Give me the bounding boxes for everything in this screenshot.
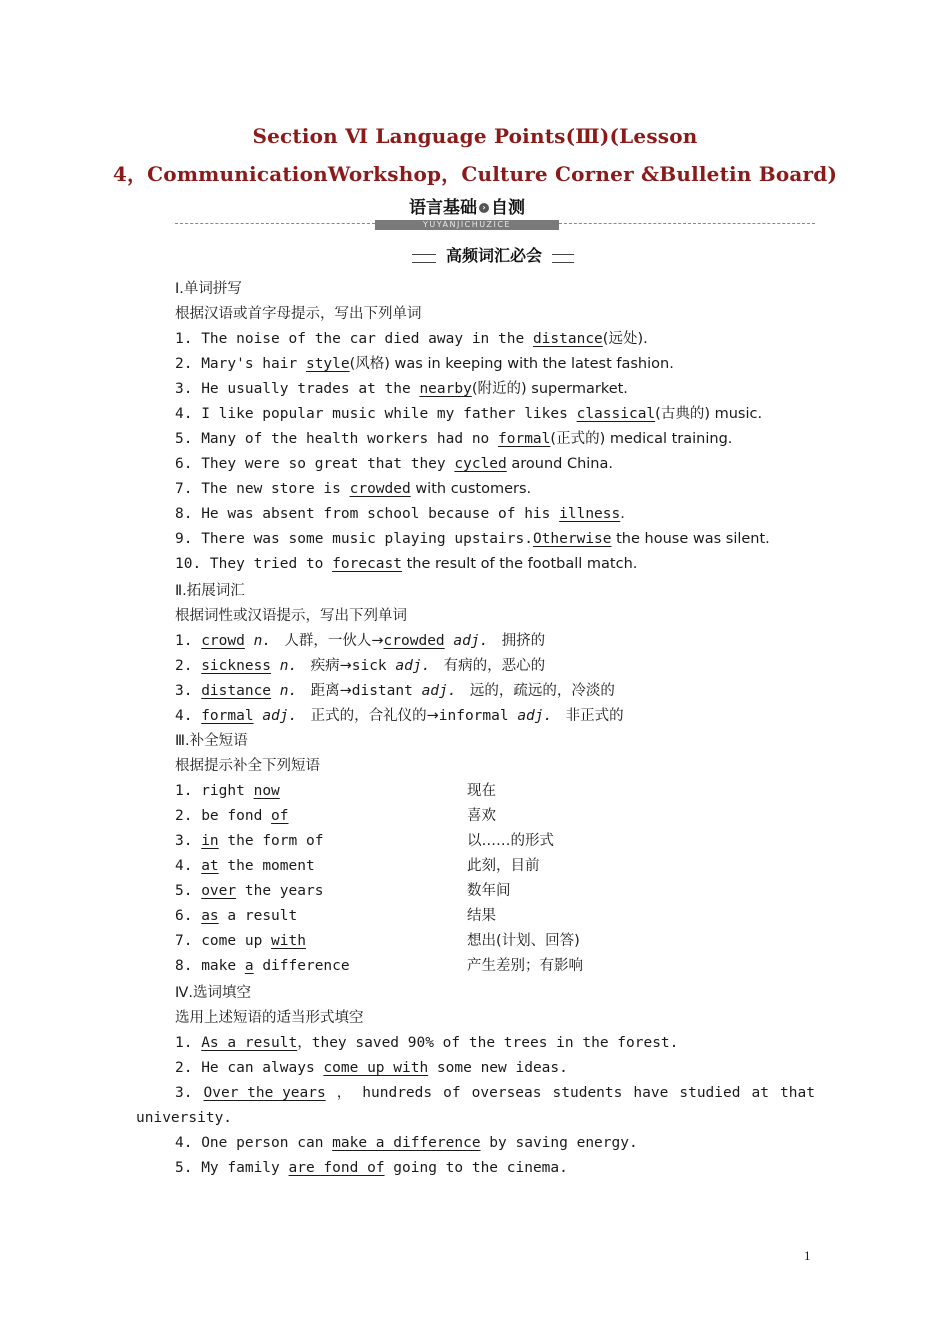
page-title-line-2: 4，CommunicationWorkshop，Culture Corner &Bulletin Board) [112, 162, 838, 186]
answer: As a result [201, 1035, 298, 1051]
answer: a [244, 958, 254, 974]
page-title-line-1: Section Ⅵ Language Points(Ⅲ)(Lesson [252, 124, 698, 148]
part3-item [175, 881, 323, 901]
part1-instruction: 根据汉语或首字母提示，写出下列单词 [175, 306, 422, 322]
part3-meaning: 想出(计划、回答) [467, 933, 580, 949]
banner-pinyin: YUYANJICHUZICE [375, 220, 559, 230]
part1-item [175, 529, 770, 549]
part3-meaning: 以……的形式 [467, 833, 554, 849]
item-text: . [620, 506, 625, 522]
item-number: 4. [175, 406, 202, 422]
item-text: (附近的) supermarket. [471, 381, 628, 397]
sub-banner [412, 245, 574, 269]
item-number: 3. [175, 683, 202, 699]
part1-item [175, 554, 637, 574]
part1-item [175, 429, 732, 449]
item-text: They tried to [209, 556, 333, 572]
answer: distance [532, 331, 603, 347]
part4-item-3 [175, 1083, 815, 1103]
item-text: There was some music playing upstairs. [201, 531, 533, 547]
part-of-speech: adj. [253, 708, 306, 724]
part1-item [175, 504, 625, 524]
part-of-speech: adj. [444, 633, 498, 649]
part3-item [175, 831, 323, 851]
part1-item [175, 329, 648, 349]
part3-item [175, 906, 297, 926]
answer: with [271, 933, 306, 949]
part1-item [175, 404, 762, 424]
item-text: ，they saved 90% of the trees in the forest. [297, 1035, 679, 1051]
part2-item [175, 706, 624, 726]
part-of-speech: adj. [412, 683, 466, 699]
answer: of [271, 808, 289, 824]
part3-meaning: 此刻，目前 [467, 858, 540, 874]
item-text: going to the cinema. [384, 1160, 568, 1176]
meaning: 拥挤的 [497, 633, 546, 649]
answer: forecast [332, 556, 402, 572]
page-number: 1 [804, 1248, 811, 1263]
answer: nearby [419, 381, 472, 397]
answer: as [201, 908, 219, 924]
answer: in [201, 833, 219, 849]
item-text: a result [218, 908, 298, 924]
item-number: 3. [175, 833, 202, 849]
part4-heading: Ⅳ.选词填空 [175, 985, 251, 1001]
answer: at [201, 858, 219, 874]
answer: now [253, 783, 280, 799]
item-number: 6. [175, 456, 202, 472]
item-number: 2. [175, 356, 202, 372]
part2-item [175, 631, 545, 651]
meaning: 远的，疏远的，冷淡的 [465, 683, 615, 699]
answer: crowded [349, 481, 411, 497]
item-number: 10. [175, 556, 210, 572]
item-text: by saving energy. [480, 1135, 638, 1151]
item-text: around China. [506, 456, 613, 472]
part3-heading: Ⅲ.补全短语 [175, 733, 248, 749]
answer: come up with [323, 1060, 429, 1076]
item-text: students [552, 1085, 623, 1101]
item-number: 2. [175, 1060, 193, 1076]
part2-item [175, 681, 615, 701]
banner-main-right: 自测 [491, 198, 525, 218]
meaning: 正式的，合礼仪的→ [305, 708, 439, 724]
item-number: 3. [175, 381, 202, 397]
answer: formal [498, 431, 551, 447]
part4-item-3-continuation: university. [136, 1110, 233, 1126]
banner-divider-left [175, 223, 375, 224]
item-text: He was absent from school because of his [201, 506, 560, 522]
part3-item [175, 781, 280, 801]
item-text: come up [201, 933, 272, 949]
item-text: the years [236, 883, 324, 899]
item-text: (风格) was in keeping with the latest fashion. [349, 356, 674, 372]
part-of-speech: adj. [508, 708, 561, 724]
item-text: the moment [218, 858, 315, 874]
item-text: He can always [201, 1060, 324, 1076]
answer: Otherwise [532, 531, 612, 547]
part3-item [175, 931, 306, 951]
answer: classical [576, 406, 656, 422]
item-text: some new ideas. [428, 1060, 568, 1076]
item-text: (远处). [602, 331, 648, 347]
part3-meaning: 喜欢 [467, 808, 496, 824]
item-number: 3. [175, 1085, 193, 1101]
item-text: One person can [201, 1135, 333, 1151]
item-number: 4. [175, 708, 202, 724]
item-text: The new store is [201, 481, 350, 497]
answer: Over the years [203, 1085, 326, 1101]
answer: style [305, 356, 350, 372]
item-text: the form of [218, 833, 324, 849]
item-text: hundreds [362, 1085, 433, 1101]
part3-meaning: 现在 [467, 783, 496, 799]
answer: distance [201, 683, 272, 699]
item-number: 8. [175, 506, 202, 522]
item-text: (古典的) music. [655, 406, 763, 422]
item-text: overseas [471, 1085, 542, 1101]
item-number: 2. [175, 658, 202, 674]
part4-item-4 [175, 1133, 638, 1153]
item-number: 5. [175, 1160, 193, 1176]
meaning: 疾病→ [305, 658, 352, 674]
item-text: at [751, 1085, 769, 1101]
item-text: I like popular music while my father likes [201, 406, 577, 422]
part1-item [175, 379, 628, 399]
part1-item [175, 454, 613, 474]
item-text: studied [679, 1085, 741, 1101]
part3-item [175, 856, 315, 876]
section-banner [175, 196, 815, 232]
item-number: 5. [175, 431, 202, 447]
answer: cycled [454, 456, 507, 472]
sub-banner-label: 高频词汇必会 [436, 245, 552, 267]
item-text: make [201, 958, 245, 974]
item-text: right [201, 783, 254, 799]
answer: over [201, 883, 237, 899]
item-number: 1. [175, 331, 202, 347]
part3-meaning: 产生差别；有影响 [467, 958, 583, 974]
item-text: the result of the football match. [401, 556, 638, 572]
part3-meaning: 数年间 [467, 883, 511, 899]
item-number: 1. [175, 633, 202, 649]
part2-instruction: 根据词性或汉语提示，写出下列单词 [175, 608, 407, 624]
item-number: 1. [175, 1035, 193, 1051]
item-text: Many of the health workers had no [201, 431, 499, 447]
part3-instruction: 根据提示补全下列短语 [175, 758, 320, 774]
part4-item-2 [175, 1058, 568, 1078]
item-number: 4. [175, 1135, 193, 1151]
answer: make a difference [332, 1135, 481, 1151]
item-text: that [780, 1085, 815, 1101]
item-number: 7. [175, 481, 202, 497]
item-number: 8. [175, 958, 202, 974]
chevron-right-icon: › [479, 203, 489, 213]
part4-item-1 [175, 1033, 678, 1053]
item-number: 4. [175, 858, 202, 874]
part1-item [175, 354, 674, 374]
part3-meaning: 结果 [467, 908, 496, 924]
derived-word: crowded [383, 633, 445, 649]
item-number: 5. [175, 883, 202, 899]
banner-label [375, 196, 559, 231]
item-text: He usually trades at the [201, 381, 420, 397]
banner-divider-right [559, 223, 815, 224]
answer: crowd [201, 633, 245, 649]
part-of-speech: n. [271, 683, 306, 699]
answer: sickness [201, 658, 272, 674]
derived-word: informal [438, 708, 509, 724]
item-text: the house was silent. [611, 531, 770, 547]
item-text: of [443, 1085, 461, 1101]
item-text: My family [201, 1160, 289, 1176]
part3-item [175, 806, 289, 826]
item-number: 7. [175, 933, 202, 949]
part1-heading: Ⅰ.单词拼写 [175, 281, 242, 297]
item-number: 1. [175, 783, 202, 799]
item-number: 6. [175, 908, 202, 924]
item-text: (正式的) medical training. [550, 431, 733, 447]
part3-item [175, 956, 350, 976]
item-number: 9. [175, 531, 202, 547]
answer: are fond of [288, 1160, 385, 1176]
derived-word: distant [351, 683, 413, 699]
meaning: 非正式的 [560, 708, 624, 724]
item-text: have [633, 1085, 669, 1101]
item-text: be fond [201, 808, 272, 824]
banner-main-left: 语言基础 [409, 198, 477, 218]
item-text: Mary's hair [201, 356, 306, 372]
part2-item [175, 656, 545, 676]
answer: formal [201, 708, 254, 724]
meaning: 有病的，恶心的 [439, 658, 546, 674]
part4-instruction: 选用上述短语的适当形式填空 [175, 1010, 364, 1026]
item-number: 2. [175, 808, 202, 824]
item-text: ， [336, 1085, 352, 1101]
part-of-speech: n. [271, 658, 306, 674]
part2-heading: Ⅱ.拓展词汇 [175, 583, 245, 599]
meaning: 距离→ [305, 683, 352, 699]
meaning: 人群，一伙人→ [279, 633, 384, 649]
item-text: They were so great that they [201, 456, 455, 472]
part-of-speech: adj. [386, 658, 440, 674]
answer: illness [559, 506, 621, 522]
item-text: difference [253, 958, 350, 974]
item-text: The noise of the car died away in the [201, 331, 533, 347]
derived-word: sick [351, 658, 387, 674]
part1-item [175, 479, 531, 499]
item-text: with customers. [410, 481, 532, 497]
part4-item-5 [175, 1158, 568, 1178]
part-of-speech: n. [244, 633, 280, 649]
